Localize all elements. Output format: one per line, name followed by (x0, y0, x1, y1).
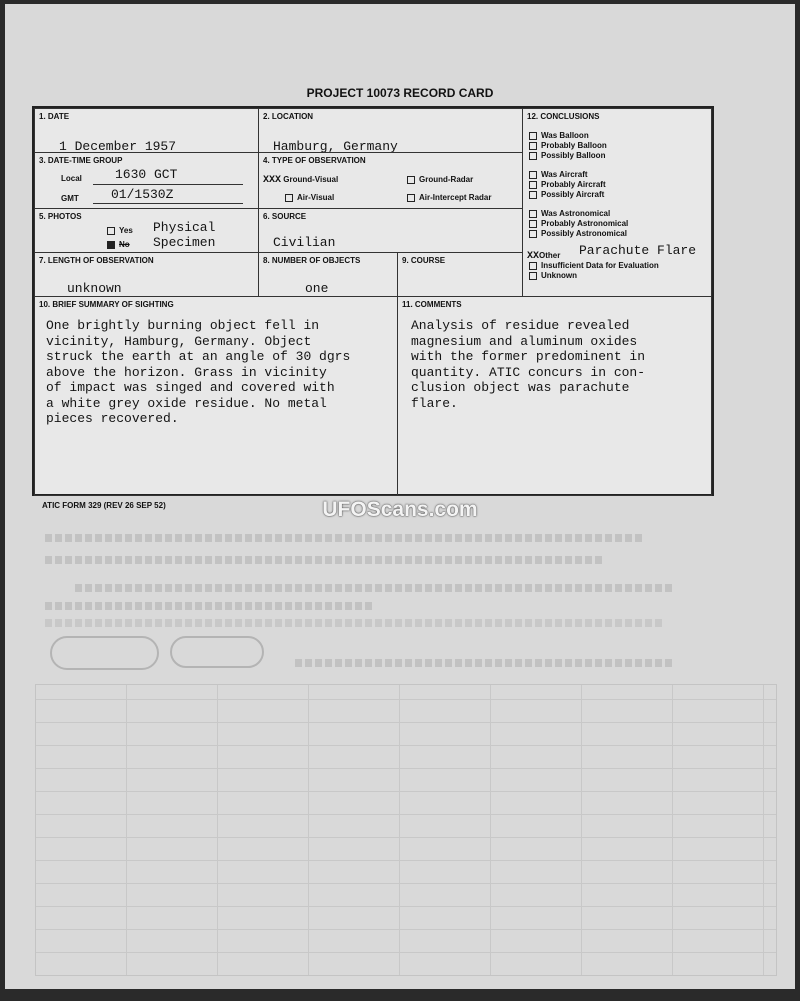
conclusion-text: Possibly Aircraft (541, 190, 605, 199)
source-value: Civilian (273, 235, 336, 250)
conclusion-option (529, 131, 589, 140)
watermark: UFOScans.com (322, 498, 478, 521)
comments-line: magnesium and aluminum oxides (411, 333, 638, 349)
conclusion-text: Possibly Balloon (541, 151, 606, 160)
checkbox-icon (107, 227, 115, 235)
summary-line: of impact was singed and covered with (46, 380, 335, 395)
conclusion-option (529, 190, 604, 199)
objects-value: one (305, 281, 329, 296)
ground-visual-text: Ground-Visual (283, 175, 339, 184)
conclusion-option (529, 170, 588, 179)
photos-label: 5. PHOTOS (39, 212, 82, 221)
checkbox-icon (529, 181, 537, 189)
photos-no-value: Specimen (153, 235, 216, 250)
summary-label: 10. BRIEF SUMMARY OF SIGHTING (39, 300, 174, 309)
date-label: 1. DATE (39, 112, 70, 121)
source-cell (258, 208, 523, 253)
checkbox-icon (529, 220, 537, 228)
conclusion-text: Was Balloon (541, 131, 589, 140)
photos-cell (34, 208, 259, 253)
conclusion-option (529, 141, 607, 150)
conclusion-unknown-text: Unknown (541, 271, 577, 280)
comments-line: with the former predominent in (411, 349, 646, 364)
conclusion-text: Probably Balloon (541, 141, 607, 150)
summary-line: vicinity, Hamburg, Germany. Object (46, 333, 312, 349)
gmt-value: 01/1530Z (111, 187, 174, 202)
dtg-label: 3. DATE-TIME GROUP (39, 156, 123, 165)
conclusion-text: Probably Aircraft (541, 180, 606, 189)
comments-line: clusion object was parachute (411, 380, 630, 395)
conclusions-cell (522, 108, 712, 297)
checkbox-icon (529, 142, 537, 150)
ground-radar-text: Ground-Radar (419, 175, 474, 184)
objects-cell (258, 252, 398, 297)
course-label: 9. COURSE (402, 256, 446, 265)
other-value: Parachute Flare (579, 243, 697, 258)
conclusion-text: Probably Astronomical (541, 219, 629, 228)
local-label: Local (61, 174, 82, 183)
location-label: 2. LOCATION (263, 112, 314, 121)
conclusion-unknown-option (529, 271, 577, 280)
photos-yes-text: Yes (119, 226, 133, 235)
checkbox-checked-icon (107, 241, 115, 249)
local-value: 1630 GCT (115, 167, 178, 182)
conclusion-option (529, 151, 605, 160)
other-mark: XX (527, 251, 540, 262)
conclusion-text: Was Astronomical (541, 209, 611, 218)
checkbox-icon (529, 171, 537, 179)
checkbox-icon (529, 152, 537, 160)
air-intercept-option (407, 193, 491, 202)
length-cell (34, 252, 259, 297)
bleed-stamp-shape (50, 636, 159, 670)
air-visual-text: Air-Visual (297, 193, 335, 202)
checkbox-icon (529, 210, 537, 218)
checkbox-icon (285, 194, 293, 202)
conclusion-option (529, 180, 606, 189)
location-cell (258, 108, 523, 153)
conclusion-option (529, 219, 628, 228)
ground-visual-mark: XXX (263, 175, 282, 186)
card-title: PROJECT 10073 RECORD CARD (306, 86, 494, 100)
ground-visual-option (263, 175, 338, 186)
other-label: Other (539, 251, 561, 260)
summary-line: above the horizon. Grass in vicinity (46, 364, 327, 380)
observation-label: 4. TYPE OF OBSERVATION (263, 156, 366, 165)
comments-line: quantity. ATIC concurs in con- (411, 364, 646, 380)
document-page (5, 4, 795, 989)
conclusions-label: 12. CONCLUSIONS (527, 112, 600, 121)
checkbox-icon (529, 262, 537, 270)
ground-radar-option (407, 175, 473, 184)
conclusion-insufficient-option (529, 261, 659, 270)
comments-line: flare. (411, 395, 458, 411)
checkbox-icon (529, 191, 537, 199)
photos-no-text: No (119, 240, 130, 249)
bleed-stamp-shape (170, 636, 264, 668)
form-number: ATIC FORM 329 (REV 26 SEP 52) (42, 501, 166, 510)
objects-label: 8. NUMBER OF OBJECTS (263, 256, 361, 265)
conclusion-option (529, 209, 610, 218)
summary-text (46, 318, 406, 427)
checkbox-icon (529, 132, 537, 140)
record-card (32, 106, 714, 496)
checkbox-icon (407, 194, 415, 202)
summary-line: a white grey oxide residue. No metal (46, 395, 327, 411)
summary-line: pieces recovered. (46, 411, 179, 426)
source-label: 6. SOURCE (263, 212, 307, 221)
photos-yes-option (107, 226, 133, 235)
air-intercept-text: Air-Intercept Radar (419, 193, 492, 202)
air-visual-option (285, 193, 334, 202)
summary-line: One brightly burning object fell in (46, 318, 320, 333)
gmt-label: GMT (61, 194, 79, 203)
comments-text (411, 318, 701, 411)
conclusion-text: Possibly Astronomical (541, 229, 627, 238)
conclusion-text: Was Aircraft (541, 170, 588, 179)
comments-label: 11. COMMENTS (402, 300, 462, 309)
conclusion-insufficient-text: Insufficient Data for Evaluation (541, 261, 659, 270)
date-cell (34, 108, 259, 153)
date-value: 1 December 1957 (59, 139, 177, 154)
checkbox-icon (529, 272, 537, 280)
course-cell (397, 252, 523, 297)
location-value: Hamburg, Germany (273, 139, 398, 154)
summary-line: struck the earth at an angle of 30 dgrs (46, 349, 351, 364)
length-label: 7. LENGTH OF OBSERVATION (39, 256, 154, 265)
comments-line: Analysis of residue revealed (411, 318, 630, 333)
checkbox-icon (407, 176, 415, 184)
observation-cell (258, 152, 523, 209)
photos-yes-value: Physical (153, 220, 216, 235)
dtg-cell (34, 152, 259, 209)
length-value: unknown (67, 281, 122, 296)
checkbox-icon (529, 230, 537, 238)
bleed-table-grid (35, 684, 777, 976)
photos-no-option (107, 240, 130, 249)
conclusion-option (529, 229, 627, 238)
